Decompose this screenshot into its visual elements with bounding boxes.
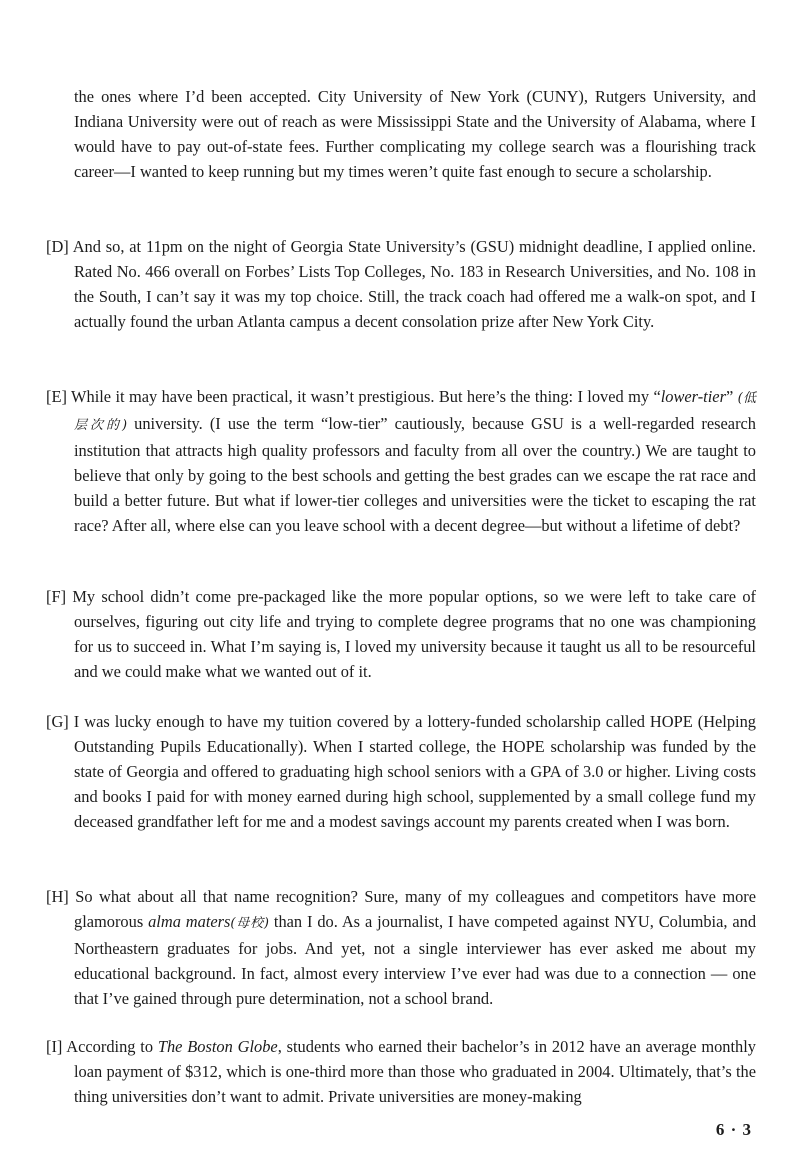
paragraph-d-text: And so, at 11pm on the night of Georgia State University’s (GSU) midnight deadline, I applied online. Rated No. 466 overall on Forbes’ Lists Top Colleges, No. 183 in Research Universities, and No. 108 in the South, I can’t say it was my top choice. Still, the track coach had offered me a walk-on spot, and I actually found the urban Atlanta campus a decent consolation prize after New York City. [72, 237, 756, 331]
paragraph-e-text-before: While it may have been practical, it wasn’t prestigious. But here’s the thing: I loved my “ [71, 387, 661, 406]
paragraph-h-text-before: So what about all that name recognition? Sure, many of my colleagues and competitors have more glamorous [74, 887, 757, 931]
paragraph-d [46, 234, 756, 334]
paragraph-i [46, 1034, 756, 1109]
paragraph-f-label: [F] [46, 587, 67, 606]
paragraph-continued [46, 84, 756, 184]
paragraph-d-label: [D] [46, 237, 69, 256]
paragraph-i-text-before: According to [66, 1037, 158, 1056]
paragraph-h-text-after: than I do. As a journalist, I have competed against NYU, Columbia, and Northeastern graduates for jobs. And yet, not a single interviewer has ever asked me about my educational background. In fact, almost every interview I’ve ever had was due to a connection — one that I’ve gained through pure determination, not a school brand. [74, 912, 757, 1008]
paragraph-continued-text: the ones where I’d been accepted. City University of New York (CUNY), Rutgers University, and Indiana University were out of reach as were Mississippi State and the University of Alabama, where I would have to pay out-of-state fees. Further complicating my college search was a flourishing track career—I wanted to keep running but my times weren’t quite fast enough to secure a scholarship. [74, 87, 756, 181]
paragraph-f [46, 584, 756, 684]
paragraph-e-text-after: university. (I use the term “low-tier” cautiously, because GSU is a well-regarded research institution that attracts high quality professors and faculty from all over the country.) We are taught to believe that only by going to the best schools and getting the best grades can we escape the rat race and build a better future. But what if lower-tier colleges and universities were the ticket to escaping the rat race? After all, where else can you leave school with a decent degree—but without a lifetime of debt? [74, 414, 756, 535]
paragraph-i-italic-title: The Boston Globe [157, 1037, 278, 1056]
paragraph-h-chinese-gloss: (母校) [230, 916, 269, 931]
paragraph-e-italic-term: lower-tier [660, 387, 726, 406]
paragraph-g [46, 709, 756, 834]
paragraph-g-label: [G] [46, 712, 69, 731]
paragraph-f-text: My school didn’t come pre-packaged like the more popular options, so we were left to take care of ourselves, figuring out city life and trying to complete degree programs that no one was championing for us to succeed in. What I’m saying is, I loved my university because it taught us all to be resourceful and we could make what we wanted out of it. [72, 587, 756, 681]
page-number: 6 · 3 [715, 1120, 752, 1139]
paragraph-e-quote-end: ” [725, 387, 738, 406]
paragraph-h-italic-term: alma maters [148, 912, 231, 931]
paragraph-i-text-after: , students who earned their bachelor’s in 2012 have an average monthly loan payment of $312, which is one-third more than those who graduated in 2004. Ultimately, that’s the thing universities don’t want to admit. Private universities are money-making [74, 1037, 756, 1106]
paragraph-h [46, 884, 756, 1011]
paragraph-i-label: [I] [46, 1037, 63, 1056]
paragraph-g-text: I was lucky enough to have my tuition covered by a lottery-funded scholarship called HOPE (Helping Outstanding Pupils Educationally). When I started college, the HOPE scholarship was funded by the state of Georgia and offered to graduating high school seniors with a GPA of 3.0 or higher. Living costs and books I paid for with money earned during high school, supplemented by a small college fund my deceased grandfather left for me and a modest savings account my parents created when I was born. [73, 712, 757, 831]
paragraph-e [46, 384, 756, 538]
paragraph-e-label: [E] [46, 387, 67, 406]
paragraph-h-label: [H] [46, 887, 69, 906]
paragraph-e-chinese-gloss: (低层次的) [74, 391, 756, 433]
